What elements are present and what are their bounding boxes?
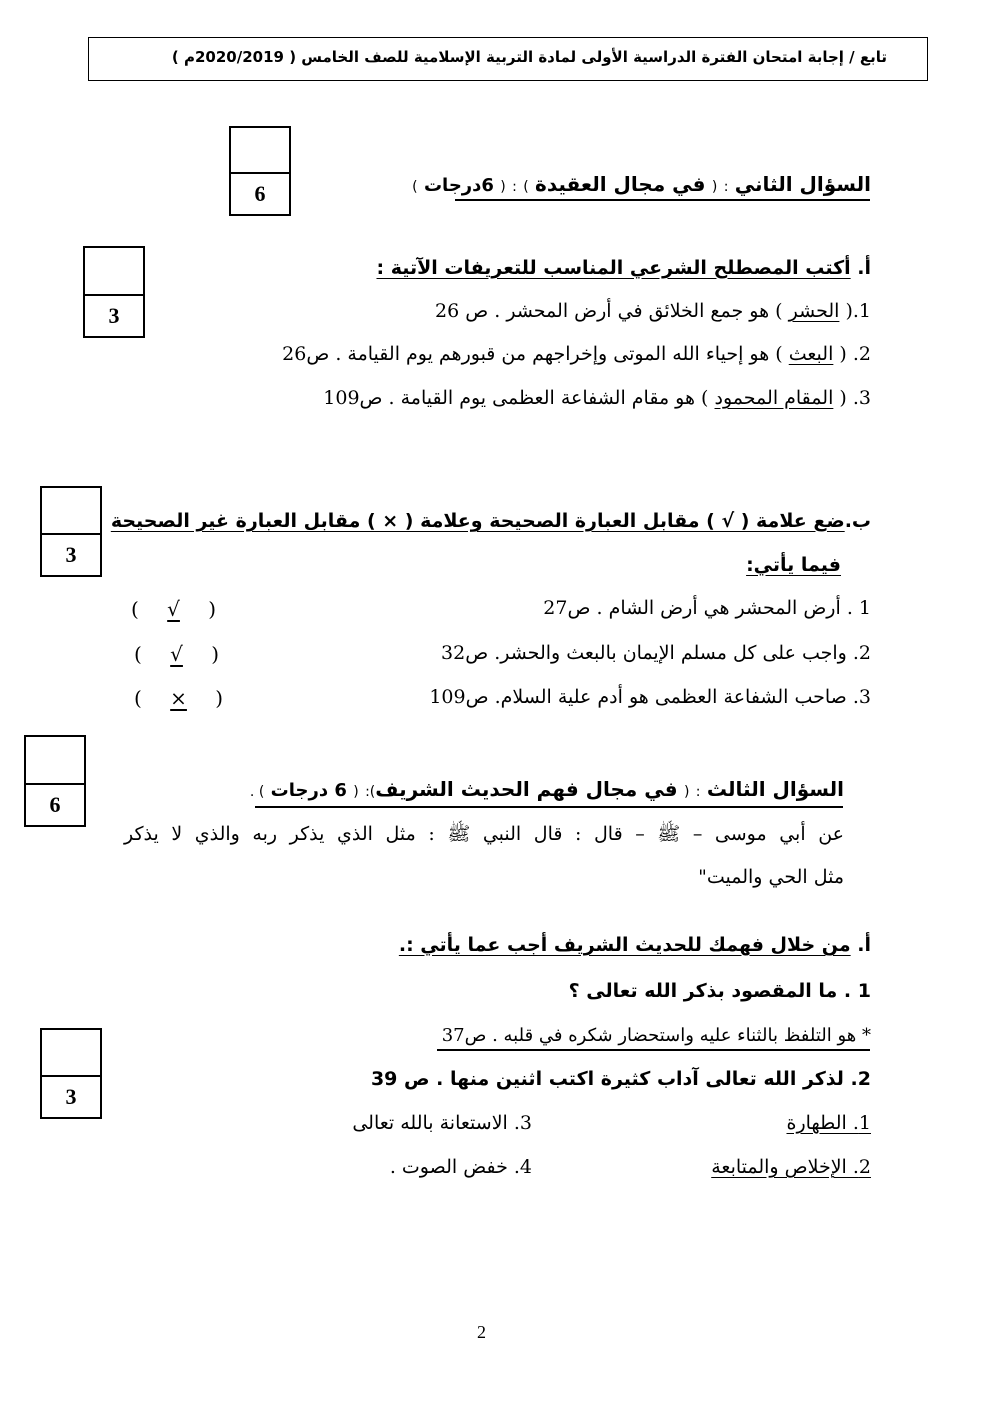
q2a-score: 3 bbox=[108, 303, 120, 328]
q3a-question-2: 2. لذكر الله تعالى آداب كثيرة اكتب اثنين منها . ص 39 bbox=[370, 1068, 871, 1090]
q2b-score-box bbox=[40, 486, 102, 577]
q3a-answer-1: * هو التلفظ بالثناء عليه واستحضار شكره في قلبه . ص37 bbox=[441, 1025, 871, 1046]
q3a-instruction: من خلال فهمك للحديث الشريف أجب عما يأتي :. bbox=[398, 934, 851, 956]
q2b-answer-1: ( √ ) bbox=[131, 597, 217, 621]
q2b-instruction-line1: ب.ضع علامة ( √ ) مقابل العبارة الصحيحة وعلامة ( × ) مقابل العبارة غير الصحيحة bbox=[110, 510, 871, 532]
q2b-item-2: 2. واجب على كل مسلم الإيمان بالبعث والحشر. ص32 bbox=[441, 642, 871, 664]
q3-score-box bbox=[24, 735, 86, 827]
q3-points: 6 درجات bbox=[270, 780, 347, 801]
q3a-question-1: 1 . ما المقصود بذكر الله تعالى ؟ bbox=[568, 980, 871, 1002]
q2a-instruction-line: أ. أكتب المصطلح الشرعي المناسب للتعريفات الآتية : bbox=[376, 257, 871, 279]
q2a-item-2: 2. ( البعث ) هو إحياء الله الموتى وإخراجهم من قبورهم يوم القيامة . ص26 bbox=[282, 343, 871, 365]
q3a-instruction-line: أ. من خلال فهمك للحديث الشريف أجب عما يأتي :. bbox=[398, 934, 871, 956]
page-number: 2 bbox=[477, 1322, 486, 1342]
q3a-manner-4: 4. خفض الصوت . bbox=[389, 1156, 532, 1178]
q3a-manner-3: 3. الاستعانة بالله تعالى bbox=[352, 1112, 532, 1134]
exam-header bbox=[88, 37, 928, 81]
q2-label: السؤال الثاني bbox=[734, 172, 871, 196]
q2b-answer-2: ( √ ) bbox=[134, 642, 220, 666]
q2b-item-1: 1 . أرض المحشر هي أرض الشام . ص27 bbox=[543, 597, 871, 619]
q3-title: السؤال الثالث : ( في مجال فهم الحديث الشريف): ( 6 درجات ) . bbox=[249, 777, 844, 801]
q2a-item-3: 3. ( المقام المحمود ) هو مقام الشفاعة العظمى يوم القيامة . ص109 bbox=[323, 387, 871, 409]
hadith-line-2: مثل الحي والميت" bbox=[698, 866, 844, 888]
q2b-instruction: ضع علامة ( √ ) مقابل العبارة الصحيحة وعلامة ( × ) مقابل العبارة غير الصحيحة bbox=[110, 510, 845, 532]
q2a-score-box bbox=[83, 246, 145, 338]
q2a-term-2: البعث bbox=[788, 343, 834, 365]
q2-score-box bbox=[229, 126, 291, 216]
q2-score: 6 bbox=[254, 181, 266, 206]
q3a-score-box bbox=[40, 1028, 102, 1119]
q2b-answer-3: ( × ) bbox=[134, 686, 224, 710]
q2-points: 6درجات bbox=[423, 175, 494, 196]
q3a-answer-1-underline bbox=[437, 1049, 870, 1051]
q3a-manner-1: 1. الطهارة bbox=[786, 1112, 871, 1134]
q3-title-underline bbox=[255, 806, 843, 808]
q2-topic: في مجال العقيدة bbox=[535, 172, 706, 196]
q3a-manner-2: 2. الإخلاص والمتابعة bbox=[711, 1156, 871, 1178]
q2b-instruction-line2: فيما يأتي: bbox=[746, 554, 841, 576]
q3-score: 6 bbox=[49, 792, 61, 817]
q2a-instruction: أكتب المصطلح الشرعي المناسب للتعريفات الآتية : bbox=[376, 257, 851, 279]
q2a-item-1: 1.( الحشر ) هو جمع الخلائق في أرض المحشر . ص 26 bbox=[435, 300, 871, 322]
q3-label: السؤال الثالث bbox=[706, 777, 844, 801]
q2a-term-3: المقام المحمود bbox=[714, 387, 834, 409]
q2-title-underline bbox=[455, 199, 870, 201]
hadith-line-1: عن أبي موسى – ﷺ – قال : قال النبي ﷺ : مثل الذي يذكر ربه والذي لا يذكر bbox=[124, 823, 844, 845]
q2b-item-3: 3. صاحب الشفاعة العظمى هو أدم علية السلام. ص109 bbox=[429, 686, 871, 708]
q2-title: السؤال الثاني : ( في مجال العقيدة ) : ( 6درجات ) bbox=[412, 172, 871, 196]
q3a-score: 3 bbox=[65, 1084, 77, 1109]
q2b-score: 3 bbox=[65, 542, 77, 567]
q2a-term-1: الحشر bbox=[788, 300, 840, 322]
exam-title: تابع / إجابة امتحان الفترة الدراسية الأولى لمادة التربية الإسلامية للصف الخامس ( 2020/2019م ) bbox=[171, 48, 887, 66]
q3-topic: في مجال فهم الحديث الشريف bbox=[375, 777, 678, 801]
